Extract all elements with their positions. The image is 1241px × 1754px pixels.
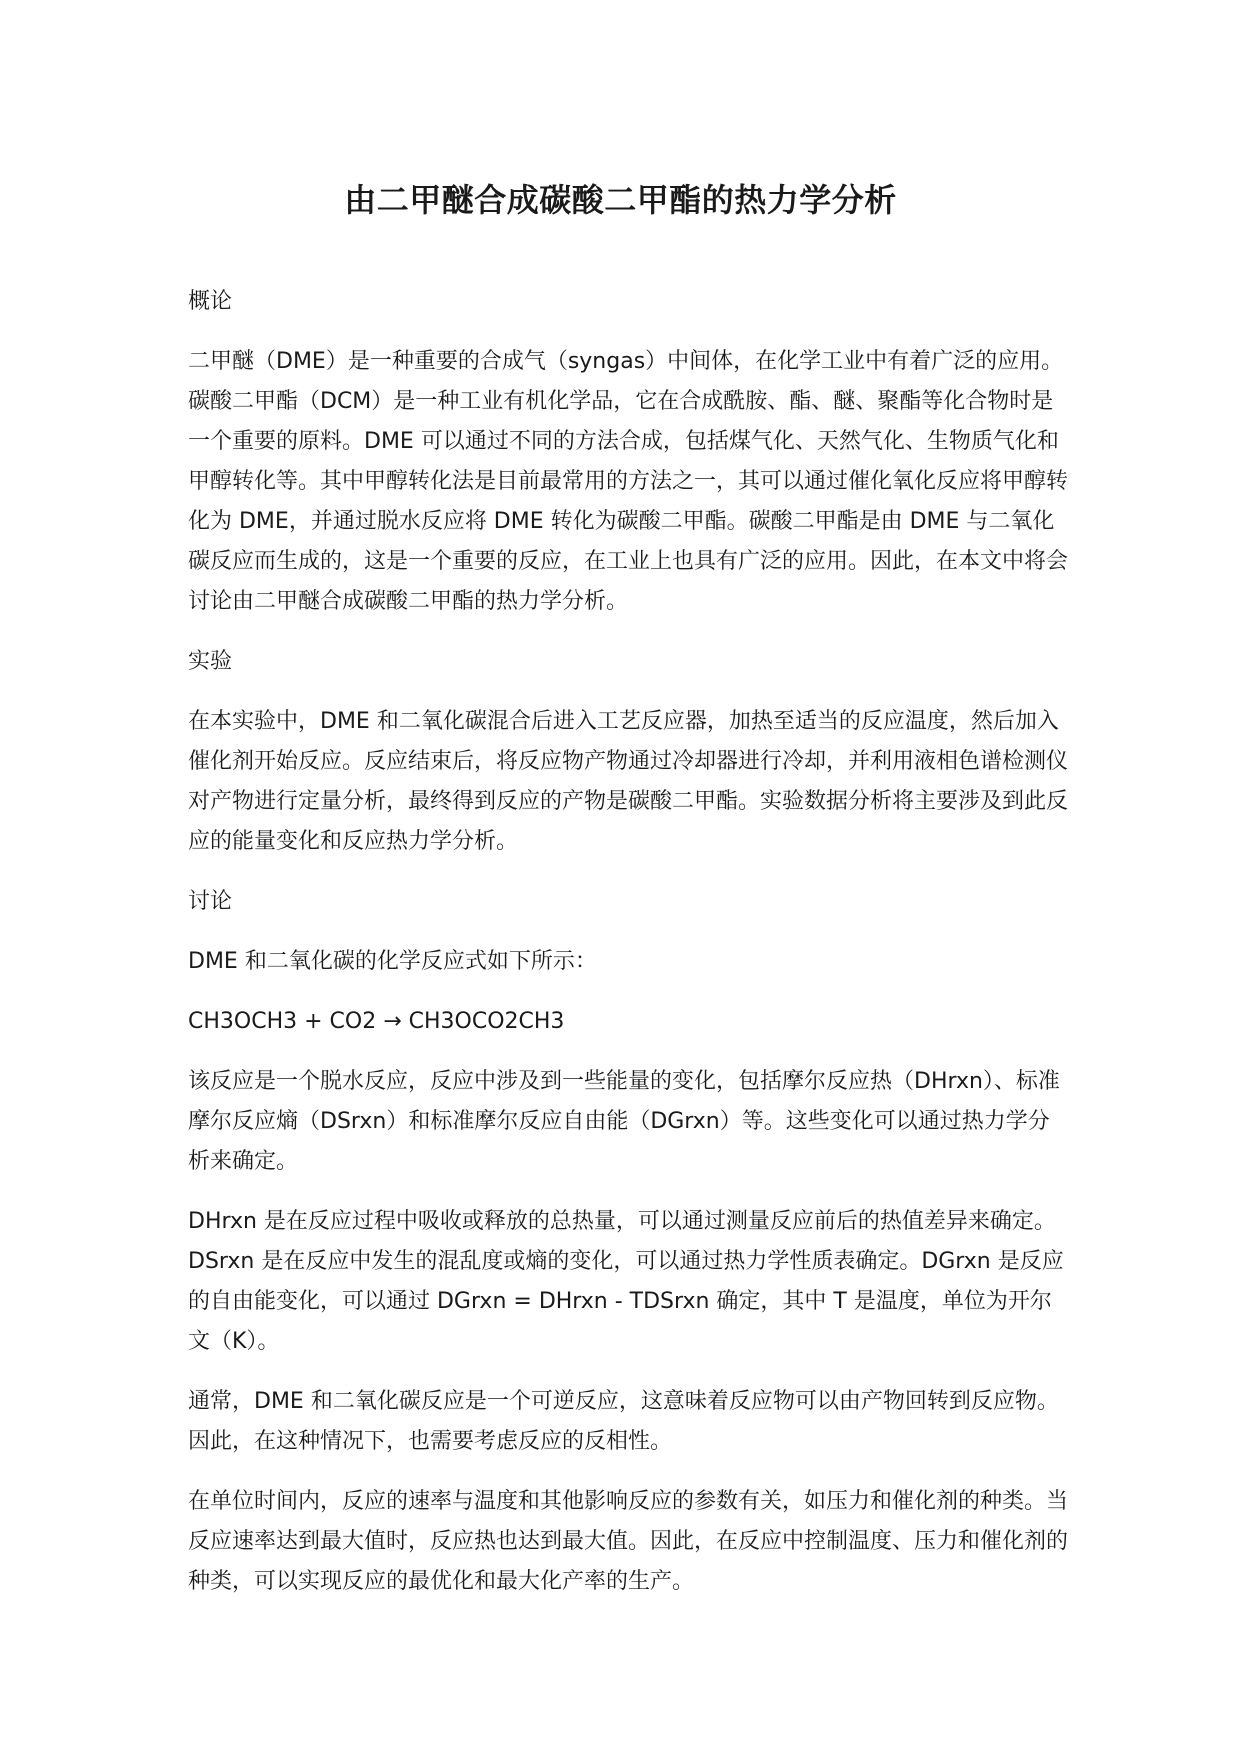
section-overview (188, 282, 1068, 622)
section-heading: 概论 (188, 289, 233, 314)
reaction-equation: CH3OCH3 + CO2 → CH3OCO2CH3 (188, 1009, 565, 1034)
paragraph: 通常，DME 和二氧化碳反应是一个可逆反应，这意味着反应物可以由产物回转到反应物。因此，在这种情况下，也需要考虑反应的反相性。 (188, 1389, 1059, 1454)
paragraph: 二甲醚（DME）是一种重要的合成气（syngas）中间体，在化学工业中有着广泛的应用。碳酸二甲酯（DCM）是一种工业有机化学品，它在合成酰胺、酯、醚、聚酯等化合物时是一个重要的原料。DME 可以通过不同的方法合成，包括煤气化、天然气化、生物质气化和甲醇转化等。其中甲醇转化法是目前最常用的方法之一，其可以通过催化氧化反应将甲醇转化为 DME，并通过脱水反应将 DME 转化为碳酸二甲酯。碳酸二甲酯是由 DME 与二氧化碳反应而生成的，这是一个重要的反应，在工业上也具有广泛的应用。因此，在本文中将会讨论由二甲醚合成碳酸二甲酯的热力学分析。 (188, 349, 1069, 614)
section-discussion (188, 882, 1068, 1602)
document-title: 由二甲醚合成碳酸二甲酯的热力学分析 (344, 181, 897, 219)
paragraph: DHrxn 是在反应过程中吸收或释放的总热量，可以通过测量反应前后的热值差异来确定。DSrxn 是在反应中发生的混乱度或熵的变化，可以通过热力学性质表确定。DGrxn 是反应的自由能变化，可以通过 DGrxn = DHrxn - TDSrxn 确定，其中 T 是温度，单位为开尔文（K）。 (188, 1209, 1064, 1354)
paragraph: 在单位时间内，反应的速率与温度和其他影响反应的参数有关，如压力和催化剂的种类。当反应速率达到最大值时，反应热也达到最大值。因此，在反应中控制温度、压力和催化剂的种类，可以实现反应的最优化和最大化产率的生产。 (188, 1489, 1069, 1594)
paragraph: 在本实验中，DME 和二氧化碳混合后进入工艺反应器，加热至适当的反应温度，然后加入催化剂开始反应。反应结束后，将反应物产物通过冷却器进行冷却，并利用液相色谱检测仪对产物进行定量分析，最终得到反应的产物是碳酸二甲酯。实验数据分析将主要涉及到此反应的能量变化和反应热力学分析。 (188, 709, 1069, 854)
section-heading: 讨论 (188, 889, 233, 914)
paragraph: DME 和二氧化碳的化学反应式如下所示： (188, 949, 597, 974)
document-body (188, 282, 1068, 1622)
section-heading: 实验 (188, 649, 233, 674)
paragraph: 该反应是一个脱水反应，反应中涉及到一些能量的变化，包括摩尔反应热（DHrxn）、标准摩尔反应熵（DSrxn）和标准摩尔反应自由能（DGrxn）等。这些变化可以通过热力学分析来确定。 (188, 1069, 1060, 1174)
section-experiment (188, 642, 1068, 862)
